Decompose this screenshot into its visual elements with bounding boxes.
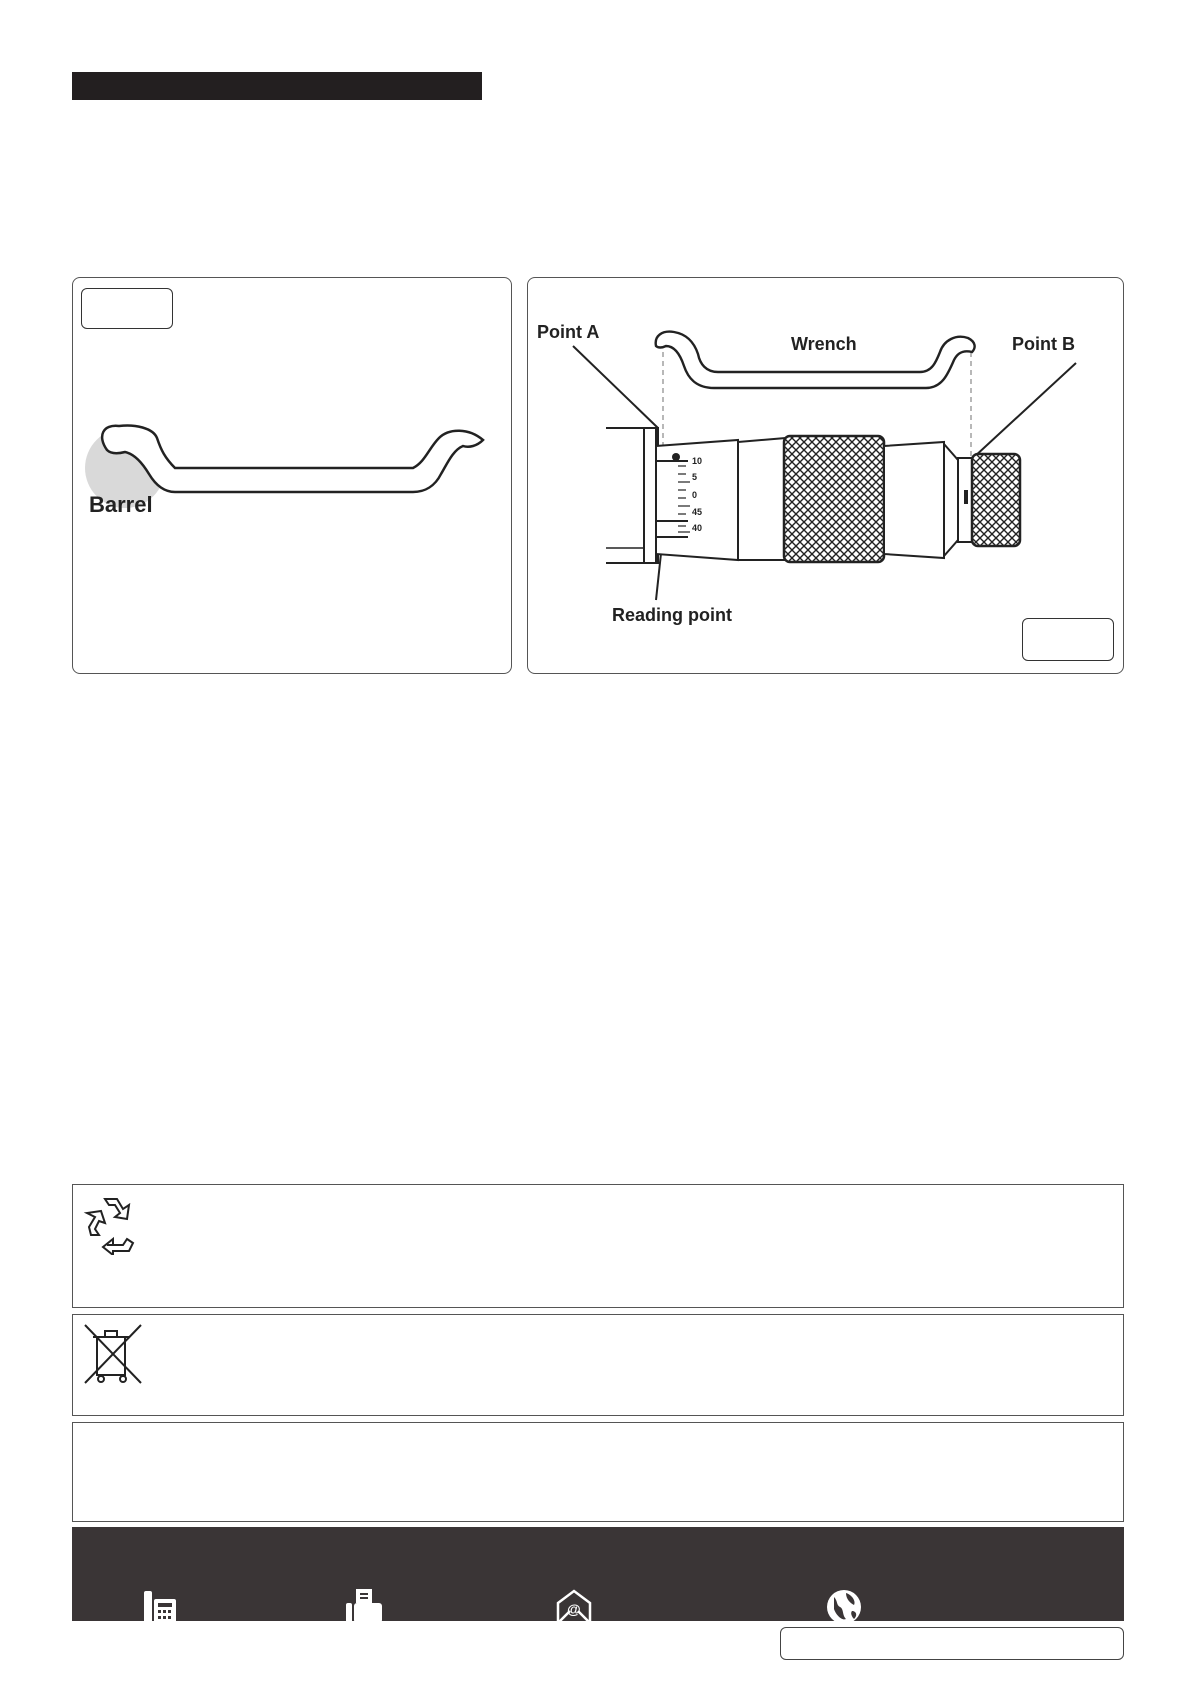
point-b-leader [973,363,1076,458]
svg-text:@: @ [567,1601,581,1617]
wrench-outline [102,426,483,493]
crossed-bin-icon [83,1323,143,1385]
scale-mark-5: 5 [692,472,698,482]
spindle-section [884,442,944,558]
frame-face [644,428,656,563]
point-b-label: Point B [1012,334,1075,354]
wrench-label: Wrench [791,334,857,354]
wrench-diagram [73,278,513,675]
info-box [72,1422,1124,1522]
reading-point-label: Reading point [612,605,732,625]
point-a-leader [573,346,658,428]
fax-icon [344,1587,384,1627]
figure-1-panel [72,277,512,674]
weee-notice-box [72,1314,1124,1416]
scale-mark-45: 45 [692,507,703,517]
ratchet-knob [972,454,1020,546]
micrometer-diagram [528,278,1125,675]
section-title-bar [72,72,482,100]
barrel-label: Barrel [89,492,153,517]
scale-mark-40: 40 [692,523,703,533]
email-icon [554,1587,594,1627]
phone-icon [140,1587,180,1627]
knurled-grip [784,436,884,562]
recycling-notice-box [72,1184,1124,1308]
point-a-label: Point A [537,322,600,342]
figure-2-panel [527,277,1124,674]
footer-label-box [780,1627,1124,1660]
scale-mark-0: 0 [692,490,698,500]
recycle-icon [83,1193,143,1255]
scale-mark-10: 10 [692,456,703,466]
contact-bar [72,1527,1124,1621]
globe-icon [824,1587,864,1627]
barrel-body [738,438,786,560]
